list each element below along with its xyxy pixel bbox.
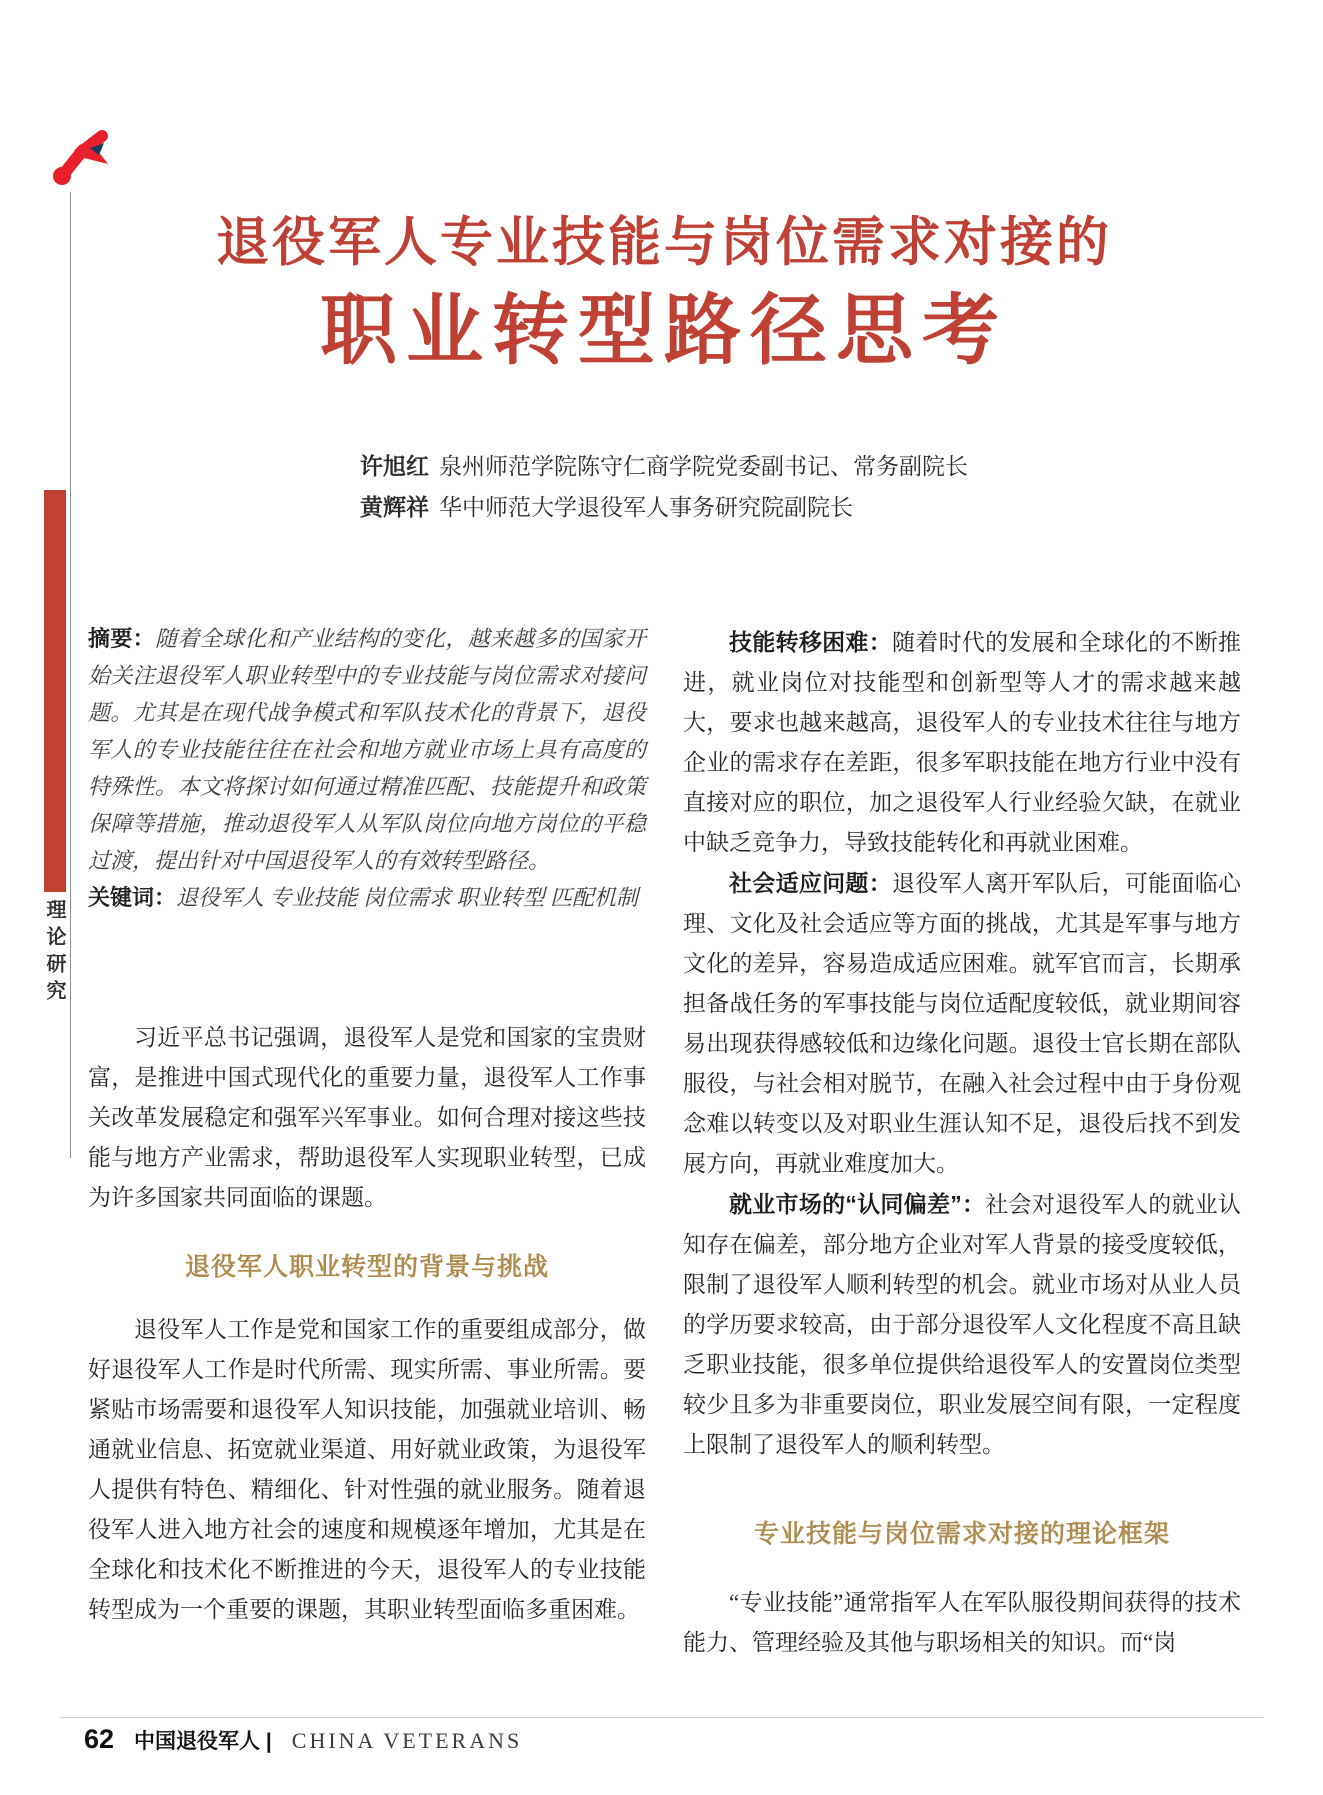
section-label-vertical: 理论研究 [43,899,65,1007]
keywords-paragraph [88,879,646,916]
author-block [88,446,1240,528]
article-title-line1: 退役军人专业技能与岗位需求对接的 [216,213,1112,272]
left-paragraph-2: 退役军人工作是党和国家工作的重要组成部分，做好退役军人工作是时代所需、现实所需、事业所需。要紧贴市场需要和退役军人知识技能，加强就业培训、畅通就业信息、拓宽就业渠道、用好就业政策，为退役军人提供有特色、精细化、针对性强的就业服务。随着退役军人进入地方社会的速度和规模逐年增加，尤其是在全球化和技术化不断推进的今天，退役军人的专业技能转型成为一个重要的课题，其职业转型面临多重困难。 [88,1317,646,1622]
page-number: 62 [84,1724,115,1754]
left-paragraph-1: 习近平总书记强调，退役军人是党和国家的宝贵财富，是推进中国式现代化的重要力量，退役军人工作事关改革发展稳定和强军兴军事业。如何合理对接这些技能与地方产业需求，帮助退役军人实现职业转型，已成为许多国家共同面临的课题。 [88,1025,646,1210]
right-paragraph-3 [683,1184,1241,1465]
right-column [683,622,1241,1663]
author-row-1 [360,446,968,487]
section-heading-1: 退役军人职业转型的背景与挑战 [184,1254,549,1281]
right-paragraph-2-text: 退役军人离开军队后，可能面临心理、文化及社会适应等方面的挑战，尤其是军事与地方文化的差异，容易造成适应困难。就军官而言，长期承担备战任务的军事技能与岗位适配度较低，就业期间容易出现获得感较低和边缘化问题。退役士官长期在部队服役，与社会相对脱节，在融入社会过程中由于身份观念难以转变以及对职业生涯认知不足，退役后找不到发展方向，再就业难度加大。 [683,871,1242,1176]
abstract-text: 随着全球化和产业结构的变化，越来越多的国家开始关注退役军人职业转型中的专业技能与岗位需求对接问题。尤其是在现代战争模式和军队技术化的背景下，退役军人的专业技能往往在社会和地方就业市场上具有高度的特殊性。本文将探讨如何通过精准匹配、技能提升和政策保障等措施，推动退役军人从军队岗位向地方岗位的平稳过渡，提出针对中国退役军人的有效转型路径。 [88,626,646,873]
abstract-label: 摘要： [88,626,155,651]
magazine-logo-icon [50,124,112,188]
right-paragraph-1-text: 随着时代的发展和全球化的不断推进，就业岗位对技能型和创新型等人才的需求越来越大，要求也越来越高，退役军人的专业技术往往与地方企业的需求存在差距，很多军职技能在地方行业中没有直接对应的职位，加之退役军人行业经验欠缺，在就业中缺乏竞争力，导致技能转化和再就业困难。 [683,630,1242,855]
keywords-label: 关键词： [88,885,177,910]
abstract-paragraph [88,620,646,879]
author-2-affiliation: 华中师范大学退役军人事务研究院副院长 [439,495,853,520]
right-paragraph-2-lead: 社会适应问题： [729,870,892,896]
author-row-2 [360,487,968,528]
right-paragraph-2 [683,863,1241,1184]
article-title [88,213,1240,373]
author-1-name: 许旭红 [360,453,429,479]
left-column [88,1018,646,1630]
right-paragraph-1 [683,622,1241,863]
footer-rule [60,1717,1263,1718]
article-title-line2: 职业转型路径思考 [320,288,1008,374]
section-red-bar [44,490,66,892]
left-vertical-rule [70,192,71,1158]
magazine-name-cn: 中国退役军人 | [134,1730,272,1753]
logo-dot [53,167,71,185]
author-1-affiliation: 泉州师范学院陈守仁商学院党委副书记、常务副院长 [439,454,968,479]
footer [84,1724,522,1755]
section-heading-2: 专业技能与岗位需求对接的理论框架 [753,1521,1170,1548]
right-paragraph-4: “专业技能”通常指军人在军队服役期间获得的技术能力、管理经验及其他与职场相关的知识。而“岗 [683,1590,1241,1655]
author-2-name: 黄辉祥 [360,494,429,520]
right-paragraph-3-text: 社会对退役军人的就业认知存在偏差，部分地方企业对军人背景的接受度较低，限制了退役军人顺利转型的机会。就业市场对从业人员的学历要求较高，由于部分退役军人文化程度不高且缺乏职业技能，很多单位提供给退役军人的安置岗位类型较少且多为非重要岗位，职业发展空间有限，一定程度上限制了退役军人的顺利转型。 [683,1192,1242,1457]
right-paragraph-3-lead: 就业市场的“认同偏差”： [729,1191,986,1217]
keywords-text: 退役军人 专业技能 岗位需求 职业转型 匹配机制 [176,885,639,910]
abstract-block [88,620,646,916]
magazine-name-en: CHINA VETERANS [291,1728,523,1753]
right-paragraph-1-lead: 技能转移困难： [729,629,892,655]
